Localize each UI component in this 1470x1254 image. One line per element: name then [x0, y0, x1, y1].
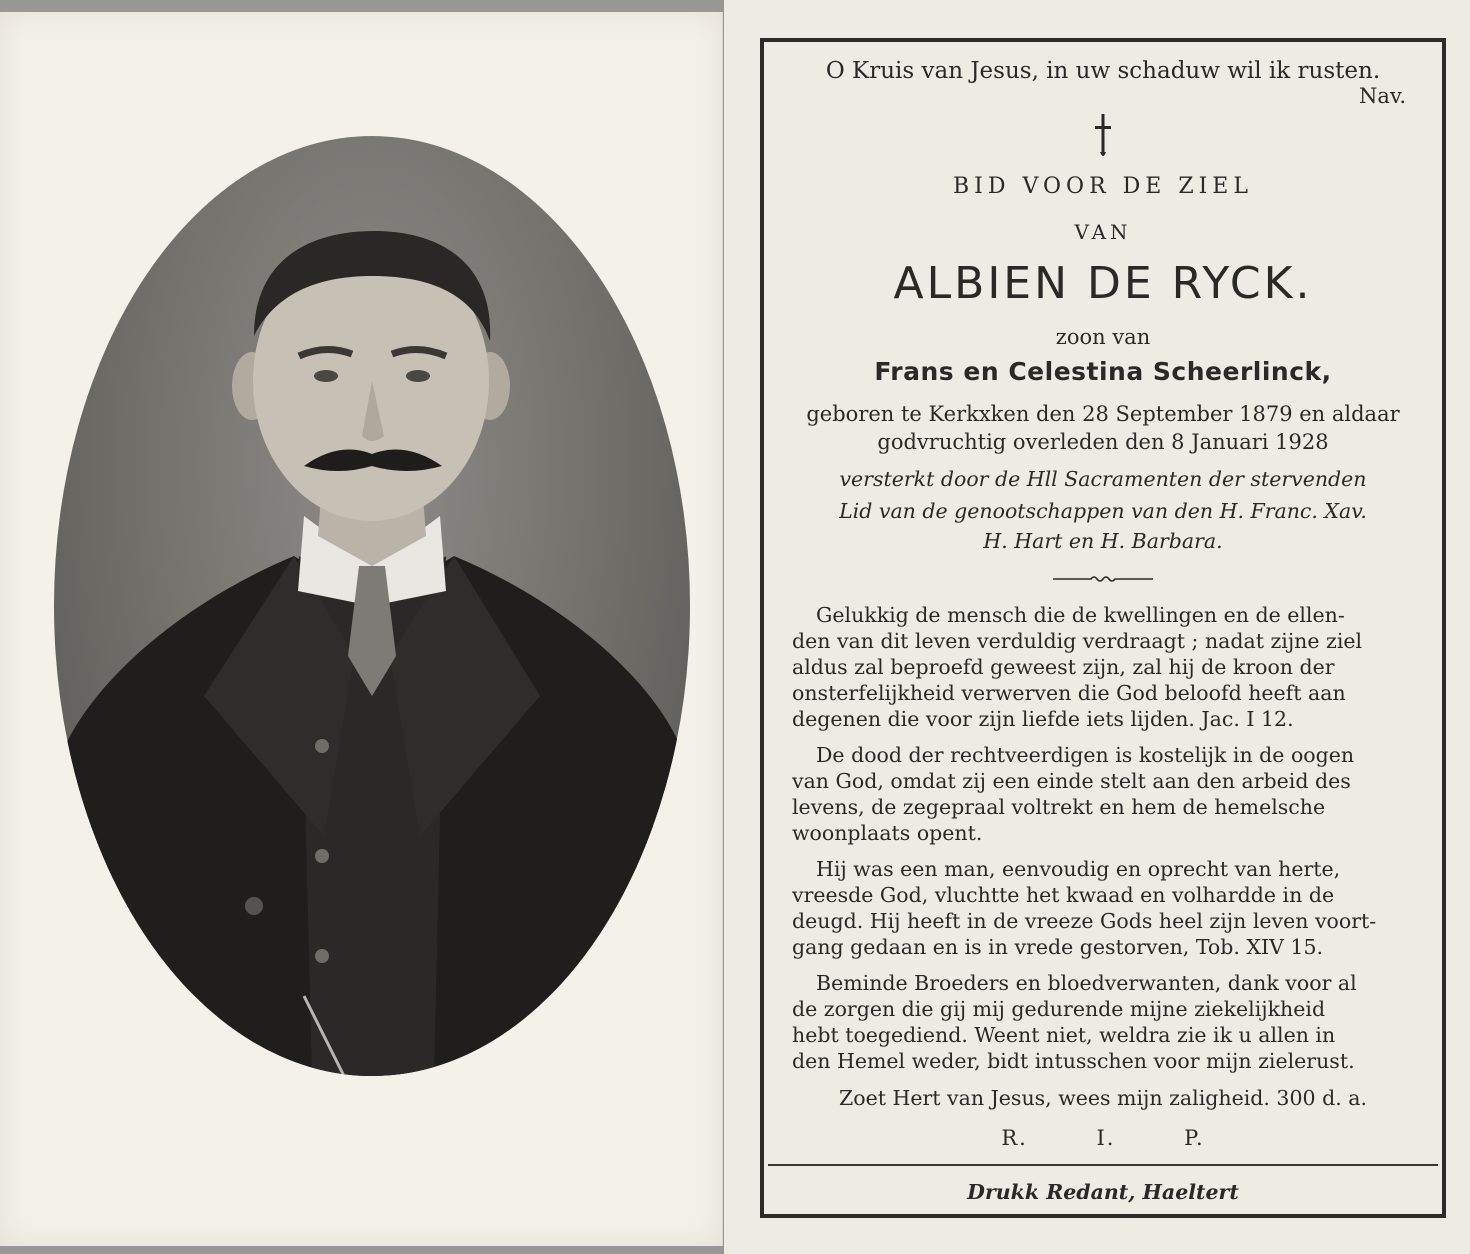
italic-line: versterkt door de Hll Sacramenten der stervenden [839, 467, 1367, 491]
prayer-line: Zoet Hert van Jesus, wees mijn zaligheid. 300 d. a. [839, 1086, 1367, 1110]
paragraph-line: de zorgen die gij mij gedurende mijne ziekelijkheid [792, 997, 1326, 1021]
birth-line: geboren te Kerkxken den 28 September 1879 en aldaar [806, 402, 1400, 426]
paragraph-line: Hij was een man, eenvoudig en oprecht van herte, [816, 857, 1341, 881]
paragraph [792, 856, 1412, 960]
printer-credit: Drukk Redant, Haeltert [967, 1180, 1239, 1204]
paragraph-line: den Hemel weder, bidt intusschen voor mijn zielerust. [792, 1049, 1355, 1073]
italic-line: Lid van de genootschappen van den H. Franc. Xav. [839, 499, 1367, 523]
paragraph [792, 970, 1412, 1074]
paragraph-line: degenen die voor zijn liefde iets lijden. Jac. I 12. [792, 707, 1294, 731]
paragraph-line: Gelukkig de mensch die de kwellingen en de ellen- [816, 603, 1345, 627]
paragraph [792, 742, 1412, 846]
portrait-illustration [54, 136, 690, 1076]
bid-heading: BID VOOR DE ZIEL [953, 174, 1253, 199]
motto-source: Nav. [1359, 84, 1406, 108]
paragraph-line: den van dit leven verduldig verdraagt ; nadat zijne ziel [792, 629, 1363, 653]
paragraph-line: onsterfelijkheid verwerven die God beloofd heeft aan [792, 681, 1346, 705]
paragraph [792, 602, 1412, 732]
photo-card [0, 12, 723, 1246]
death-line: godvruchtig overleden den 8 Januari 1928 [877, 430, 1329, 454]
paragraph-line: van God, omdat zij een einde stelt aan den arbeid des [792, 769, 1351, 793]
paragraph-line: deugd. Hij heeft in de vreeze Gods heel zijn leven voort- [792, 909, 1377, 933]
card-frame [760, 38, 1446, 1218]
paragraph-line: aldus zal beproefd geweest zijn, zal hij de kroon der [792, 655, 1335, 679]
italic-line: H. Hart en H. Barbara. [983, 529, 1223, 553]
paragraph-line: gang gedaan en is in vrede gestorven, Tob. XIV 15. [792, 935, 1324, 959]
latin-cross-icon [1093, 112, 1113, 160]
divider-rule [768, 1164, 1438, 1166]
paragraph-line: De dood der rechtveerdigen is kostelijk in de oogen [816, 743, 1355, 767]
paragraph-line: Beminde Broeders en bloedverwanten, dank voor al [816, 971, 1357, 995]
rip-line: R. I. P. [1001, 1126, 1205, 1150]
paragraph-line: woonplaats opent. [792, 821, 983, 845]
paragraph-line: vreesde God, vluchtte het kwaad en volhardde in de [792, 883, 1335, 907]
deceased-name: ALBIEN DE RYCK. [893, 258, 1313, 309]
van-heading: VAN [1074, 220, 1132, 244]
portrait-photo [54, 136, 690, 1076]
son-of-label: zoon van [1055, 325, 1151, 349]
motto: O Kruis van Jesus, in uw schaduw wil ik rusten. [825, 58, 1381, 84]
paragraph-line: hebt toegediend. Weent niet, weldra zie ik u allen in [792, 1023, 1336, 1047]
parents-names: Frans en Celestina Scheerlinck, [874, 357, 1332, 386]
paragraph-line: levens, de zegepraal voltrekt en hem de hemelsche [792, 795, 1326, 819]
ornament-divider-icon [1053, 574, 1153, 584]
memorial-card [724, 0, 1470, 1254]
